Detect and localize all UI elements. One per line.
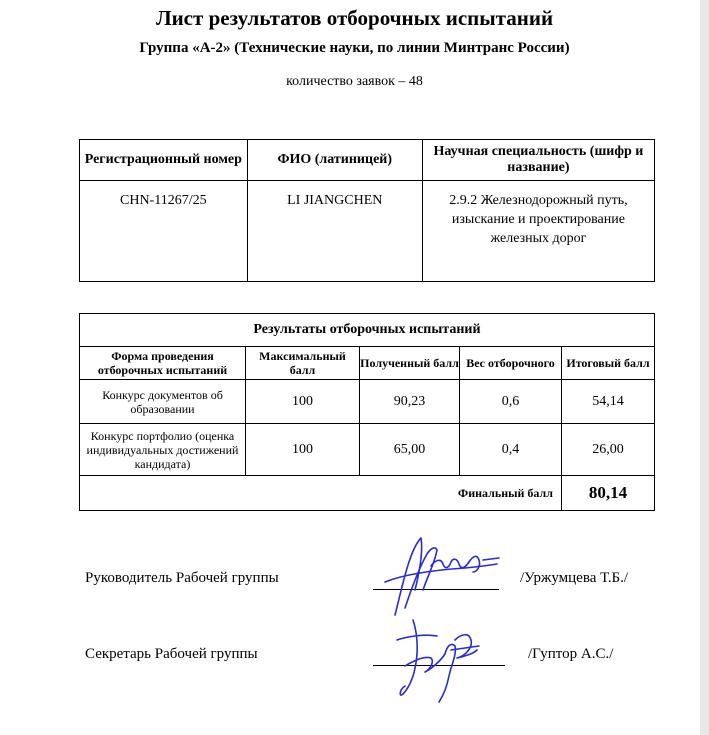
header-name: ФИО (латиницей) <box>247 140 422 181</box>
weight-cell: 0,4 <box>460 424 562 476</box>
applicant-row <box>80 181 655 282</box>
signature-role-head: Руководитель Рабочей группы <box>85 570 279 586</box>
results-caption: Результаты отборочных испытаний <box>80 314 655 347</box>
results-row <box>80 424 655 476</box>
max-cell: 100 <box>246 380 360 424</box>
document-title: Лист результатов отборочных испытаний <box>155 6 554 30</box>
header-weight: Вес отборочного <box>460 347 562 380</box>
signature-role-secretary: Секретарь Рабочей группы <box>85 646 258 662</box>
handwritten-signature-head <box>365 520 515 620</box>
results-table <box>79 313 655 511</box>
form-cell: Конкурс портфолио (оценка индивидуальных достижений кандидата) <box>80 424 246 476</box>
max-cell: 100 <box>246 424 360 476</box>
applicant-table <box>79 139 655 282</box>
page-edge-shadow <box>700 0 709 735</box>
final-cell: 54,14 <box>562 380 655 424</box>
handwritten-signature-secretary <box>385 610 495 710</box>
header-received: Полученный балл <box>360 347 460 380</box>
signature-name-head: /Уржумцева Т.Б./ <box>520 570 629 586</box>
received-cell: 90,23 <box>360 380 460 424</box>
final-score-value: 80,14 <box>562 476 655 511</box>
results-row <box>80 380 655 424</box>
final-score-row <box>80 476 655 511</box>
final-cell: 26,00 <box>562 424 655 476</box>
weight-cell: 0,6 <box>460 380 562 424</box>
document-subtitle: Группа «А-2» (Технические науки, по линии Минтранс России) <box>139 40 570 56</box>
reg-number-cell: CHN-11267/25 <box>80 181 248 282</box>
final-score-label: Финальный балл <box>80 476 562 511</box>
application-count: количество заявок – 48 <box>286 74 423 89</box>
header-specialty: Научная специальность (шифр и название) <box>422 140 654 181</box>
header-final: Итоговый балл <box>562 347 655 380</box>
results-header-row <box>80 347 655 380</box>
specialty-cell: 2.9.2 Железнодорожный путь, изыскание и проектирование железных дорог <box>422 181 654 282</box>
received-cell: 65,00 <box>360 424 460 476</box>
name-cell: LI JIANGCHEN <box>247 181 422 282</box>
results-caption-row <box>80 314 655 347</box>
header-max: Максимальный балл <box>246 347 360 380</box>
applicant-header-row <box>80 140 655 181</box>
signature-name-secretary: /Гуптор А.С./ <box>528 646 614 662</box>
form-cell: Конкурс документов об образовании <box>80 380 246 424</box>
header-form: Форма проведения отборочных испытаний <box>80 347 246 380</box>
header-reg-number: Регистрационный номер <box>80 140 248 181</box>
